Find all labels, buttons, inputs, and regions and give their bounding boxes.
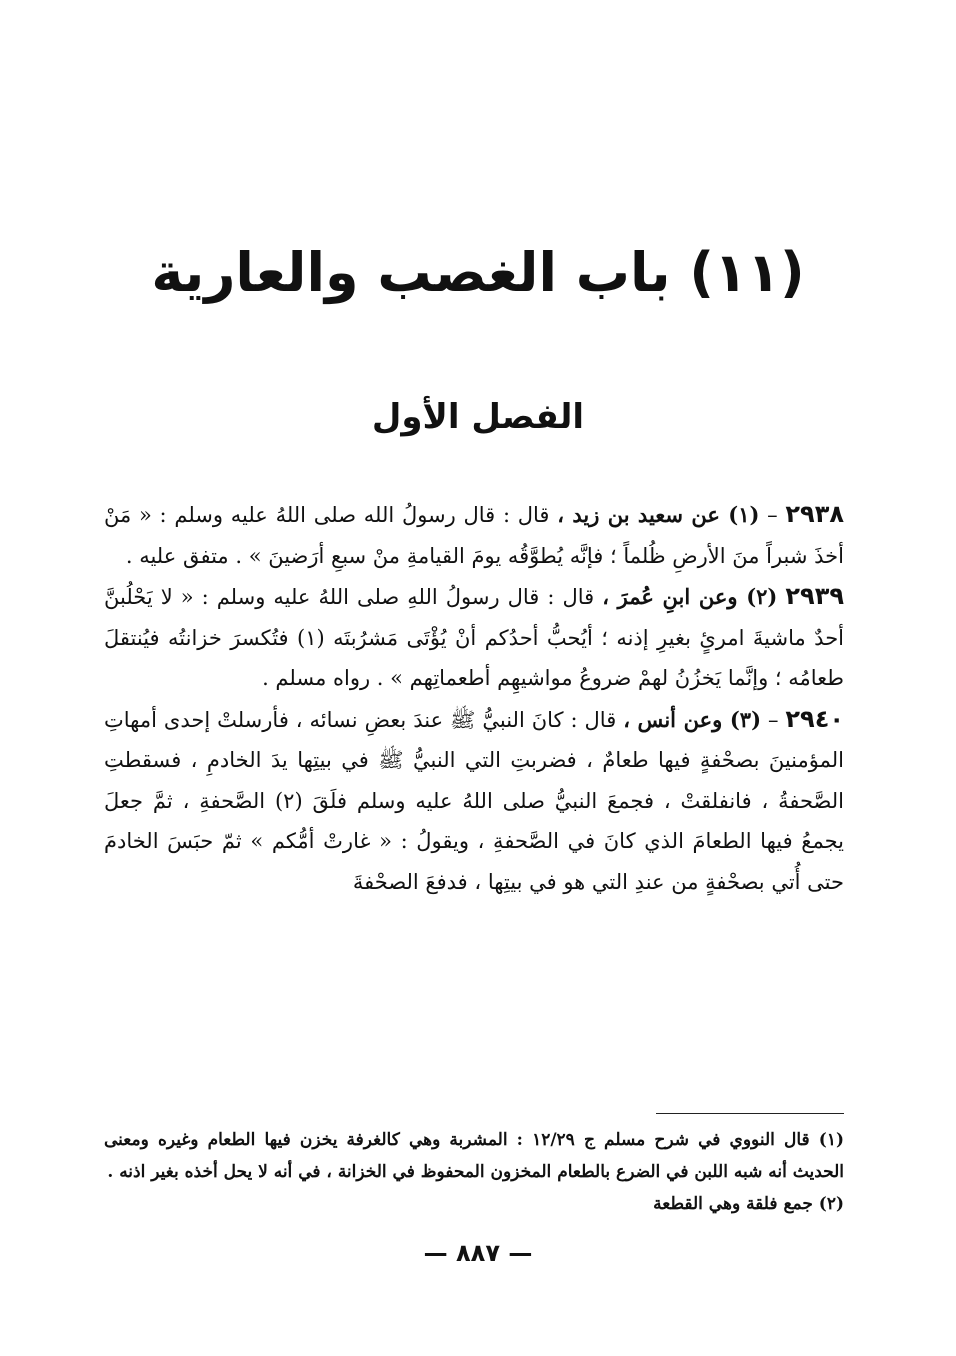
hadith-dash: – bbox=[761, 707, 786, 732]
page-number: — ٨٨٧ — bbox=[423, 1239, 533, 1267]
hadith-text: قال : كانَ النبيُّ ﷺ عندَ بعضِ نسائه ، فأرسلتْ إحدى أمهاتِ المؤمنينَ بصحْفةٍ فيها طعامٌ ، فضربتِ التي النبيُّ ﷺ في بيتِها يدَ الخادمِ ، فسقطتِ الصَّحفةُ ، فانفلقتْ ، فجمعَ النبيُّ صلى اللهُ عليه وسلم فلَقَ (٢) الصَّحفةِ ، ثمَّ جعلَ يجمعُ فيها الطعامَ الذي كانَ في الصَّحفةِ ، ويقولُ : « غارتْ أمُّكم » ثمّ حبَسَ الخادمَ حتى أُتي بصحْفةٍ من عندِ التي هو في بيتِها ، فدفعَ الصحْفةَ bbox=[104, 707, 844, 894]
hadith-number: ٢٩٣٨ bbox=[785, 500, 844, 528]
hadith-number: ٢٩٣٩ bbox=[785, 582, 844, 610]
footnote-1: (١) قال النووي في شرح مسلم ج ١٢/٢٩ : المشربة وهي كالغرفة يخزن فيها الطعام وغيره ومعنى الحديث أنه شبه اللبن في الضرع بالطعام المخزون المحفوظ في الخزانة ، في أنه لا يحل أخذه بغير اذنه . bbox=[104, 1130, 844, 1182]
hadith-text: قال : قال رسولُ اللهِ صلى اللهُ عليه وسلم : « لا يَحْلُبنَّ أحدٌ ماشيةَ امرئٍ بغيرِ إذنه ؛ أيُحبُّ أحدُكم أنْ يُؤْتَى مَشرُبتَه (١) فتُكسرَ خزانتُه فيُنتقلَ طعامُه ؛ وإنَّما يَخزُنُ لهمْ ضروعُ مواشيهِم أطعماتِهم » . رواه مسلم . bbox=[104, 585, 845, 690]
hadith-reference: (٢) وعن ابنِ عُمرَ ، bbox=[602, 584, 778, 609]
hadith-text: قال : قال رسولُ الله صلى اللهُ عليه وسلم : « مَنْ أخذَ شبراً منَ الأرضِ ظُلماً ؛ فإنَّه يُطوَّقُه يومَ القيامةِ منْ سبعِ أرَضينَ » . متفق عليه . bbox=[104, 503, 844, 568]
footnotes bbox=[104, 1124, 844, 1220]
hadith-2938 bbox=[104, 494, 844, 576]
hadith-list bbox=[104, 494, 844, 902]
hadith-reference: (٣) وعن أنس ، bbox=[623, 706, 761, 732]
hadith-2940 bbox=[104, 699, 844, 903]
chapter-title: (١١) باب الغصب والعارية bbox=[151, 241, 805, 304]
hadith-2939 bbox=[104, 576, 844, 699]
footnote-divider bbox=[656, 1113, 844, 1114]
hadith-number: ٢٩٤٠ bbox=[785, 704, 844, 733]
hadith-reference: (١) عن سعيد بن زيد ، bbox=[557, 502, 760, 527]
footnote-2: (٢) جمع فلقة وهي القطعة bbox=[653, 1194, 844, 1214]
section-title: الفصل الأول bbox=[371, 397, 585, 437]
hadith-dash: – bbox=[759, 503, 786, 527]
